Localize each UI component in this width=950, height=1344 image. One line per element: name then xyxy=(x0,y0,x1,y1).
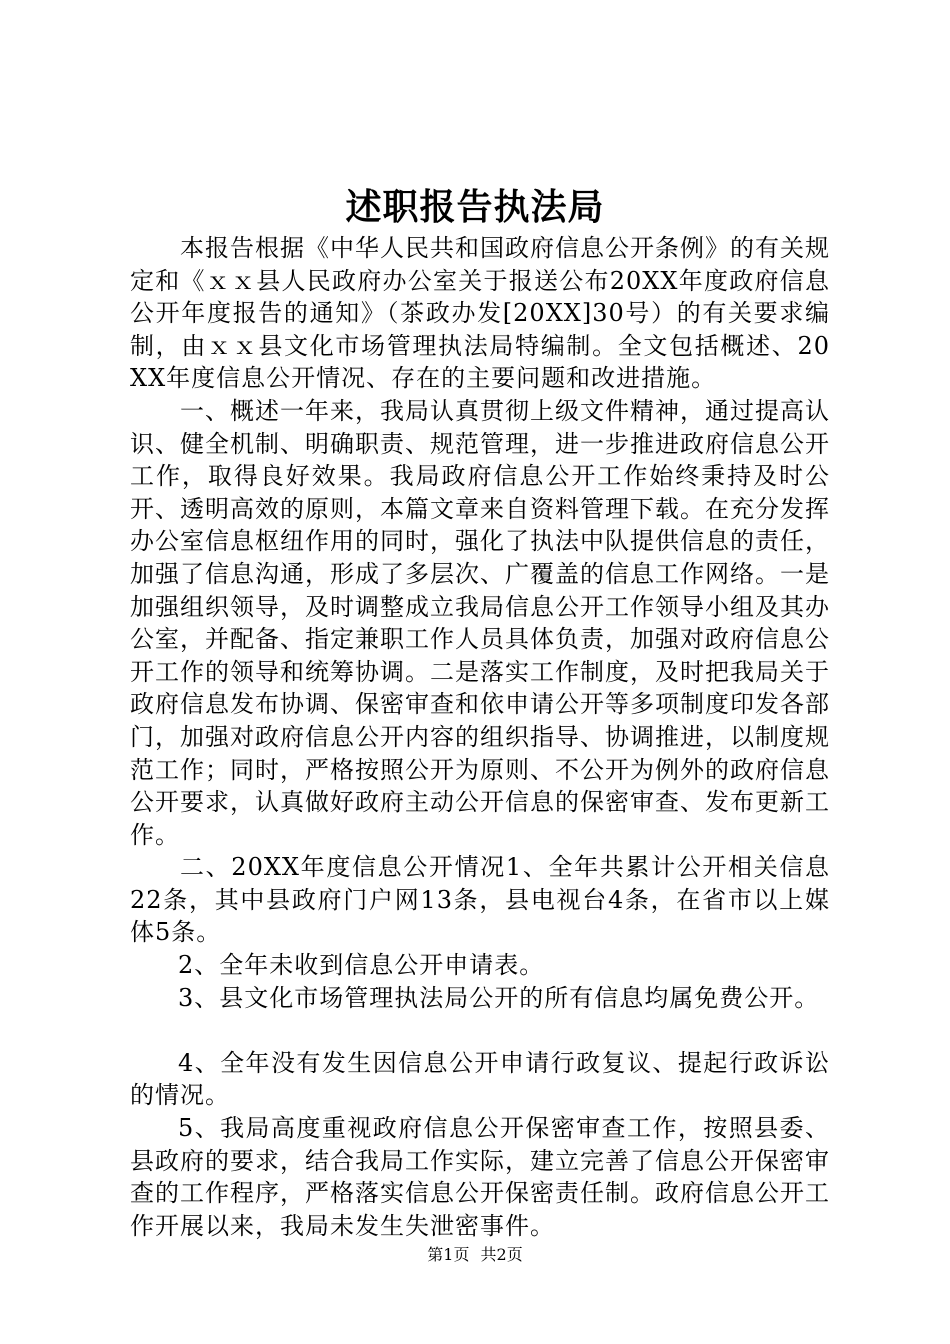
paragraph-item-5: 5、我局高度重视政府信息公开保密审查工作，按照县委、县政府的要求，结合我局工作实际，建立完善了信息公开保密审查的工作程序，严格落实信息公开保密责任制。政府信息公开工作开展以来，我局未发生失泄密事件。 xyxy=(130,1114,830,1240)
paragraph-intro: 本报告根据《中华人民共和国政府信息公开条例》的有关规定和《ｘｘ县人民政府办公室关于报送公布20XX年度政府信息公开年度报告的通知》（茶政办发[20XX]30号）的有关要求编制，由ｘｘ县文化市场管理执法局特编制。全文包括概述、20XX年度信息公开情况、存在的主要问题和改进措施。 xyxy=(130,234,830,393)
paragraph-item-4: 4、全年没有发生因信息公开申请行政复议、提起行政诉讼的情况。 xyxy=(130,1048,830,1110)
document-body xyxy=(130,232,830,1242)
page-total: 共2页 xyxy=(480,1245,523,1264)
page-footer xyxy=(0,1244,950,1266)
paragraph-item-2: 2、全年未收到信息公开申请表。 xyxy=(178,951,545,980)
page-number: 第1页 xyxy=(427,1245,470,1264)
paragraph-annual-status: 二、20XX年度信息公开情况1、全年共累计公开相关信息22条，其中县政府门户网13条，县电视台4条，在省市以上媒体5条。 xyxy=(130,853,830,947)
paragraph-overview: 一、概述一年来，我局认真贯彻上级文件精神，通过提高认识、健全机制、明确职责、规范管理，进一步推进政府信息公开工作，取得良好效果。我局政府信息公开工作始终秉持及时公开、透明高效的原则，本篇文章来自资料管理下载。在充分发挥办公室信息枢纽作用的同时，强化了执法中队提供信息的责任，加强了信息沟通，形成了多层次、广覆盖的信息工作网络。一是加强组织领导，及时调整成立我局信息公开工作领导小组及其办公室，并配备、指定兼职工作人员具体负责，加强对政府信息公开工作的领导和统筹协调。二是落实工作制度，及时把我局关于政府信息发布协调、保密审查和依申请公开等多项制度印发各部门，加强对政府信息公开内容的组织指导、协调推进，以制度规范工作；同时，严格按照公开为原则、不公开为例外的政府信息公开要求，认真做好政府主动公开信息的保密审查、发布更新工作。 xyxy=(130,396,830,849)
document-title: 述职报告执法局 xyxy=(345,186,605,228)
paragraph-item-3: 3、县文化市场管理执法局公开的所有信息均属免费公开。 xyxy=(178,983,820,1012)
